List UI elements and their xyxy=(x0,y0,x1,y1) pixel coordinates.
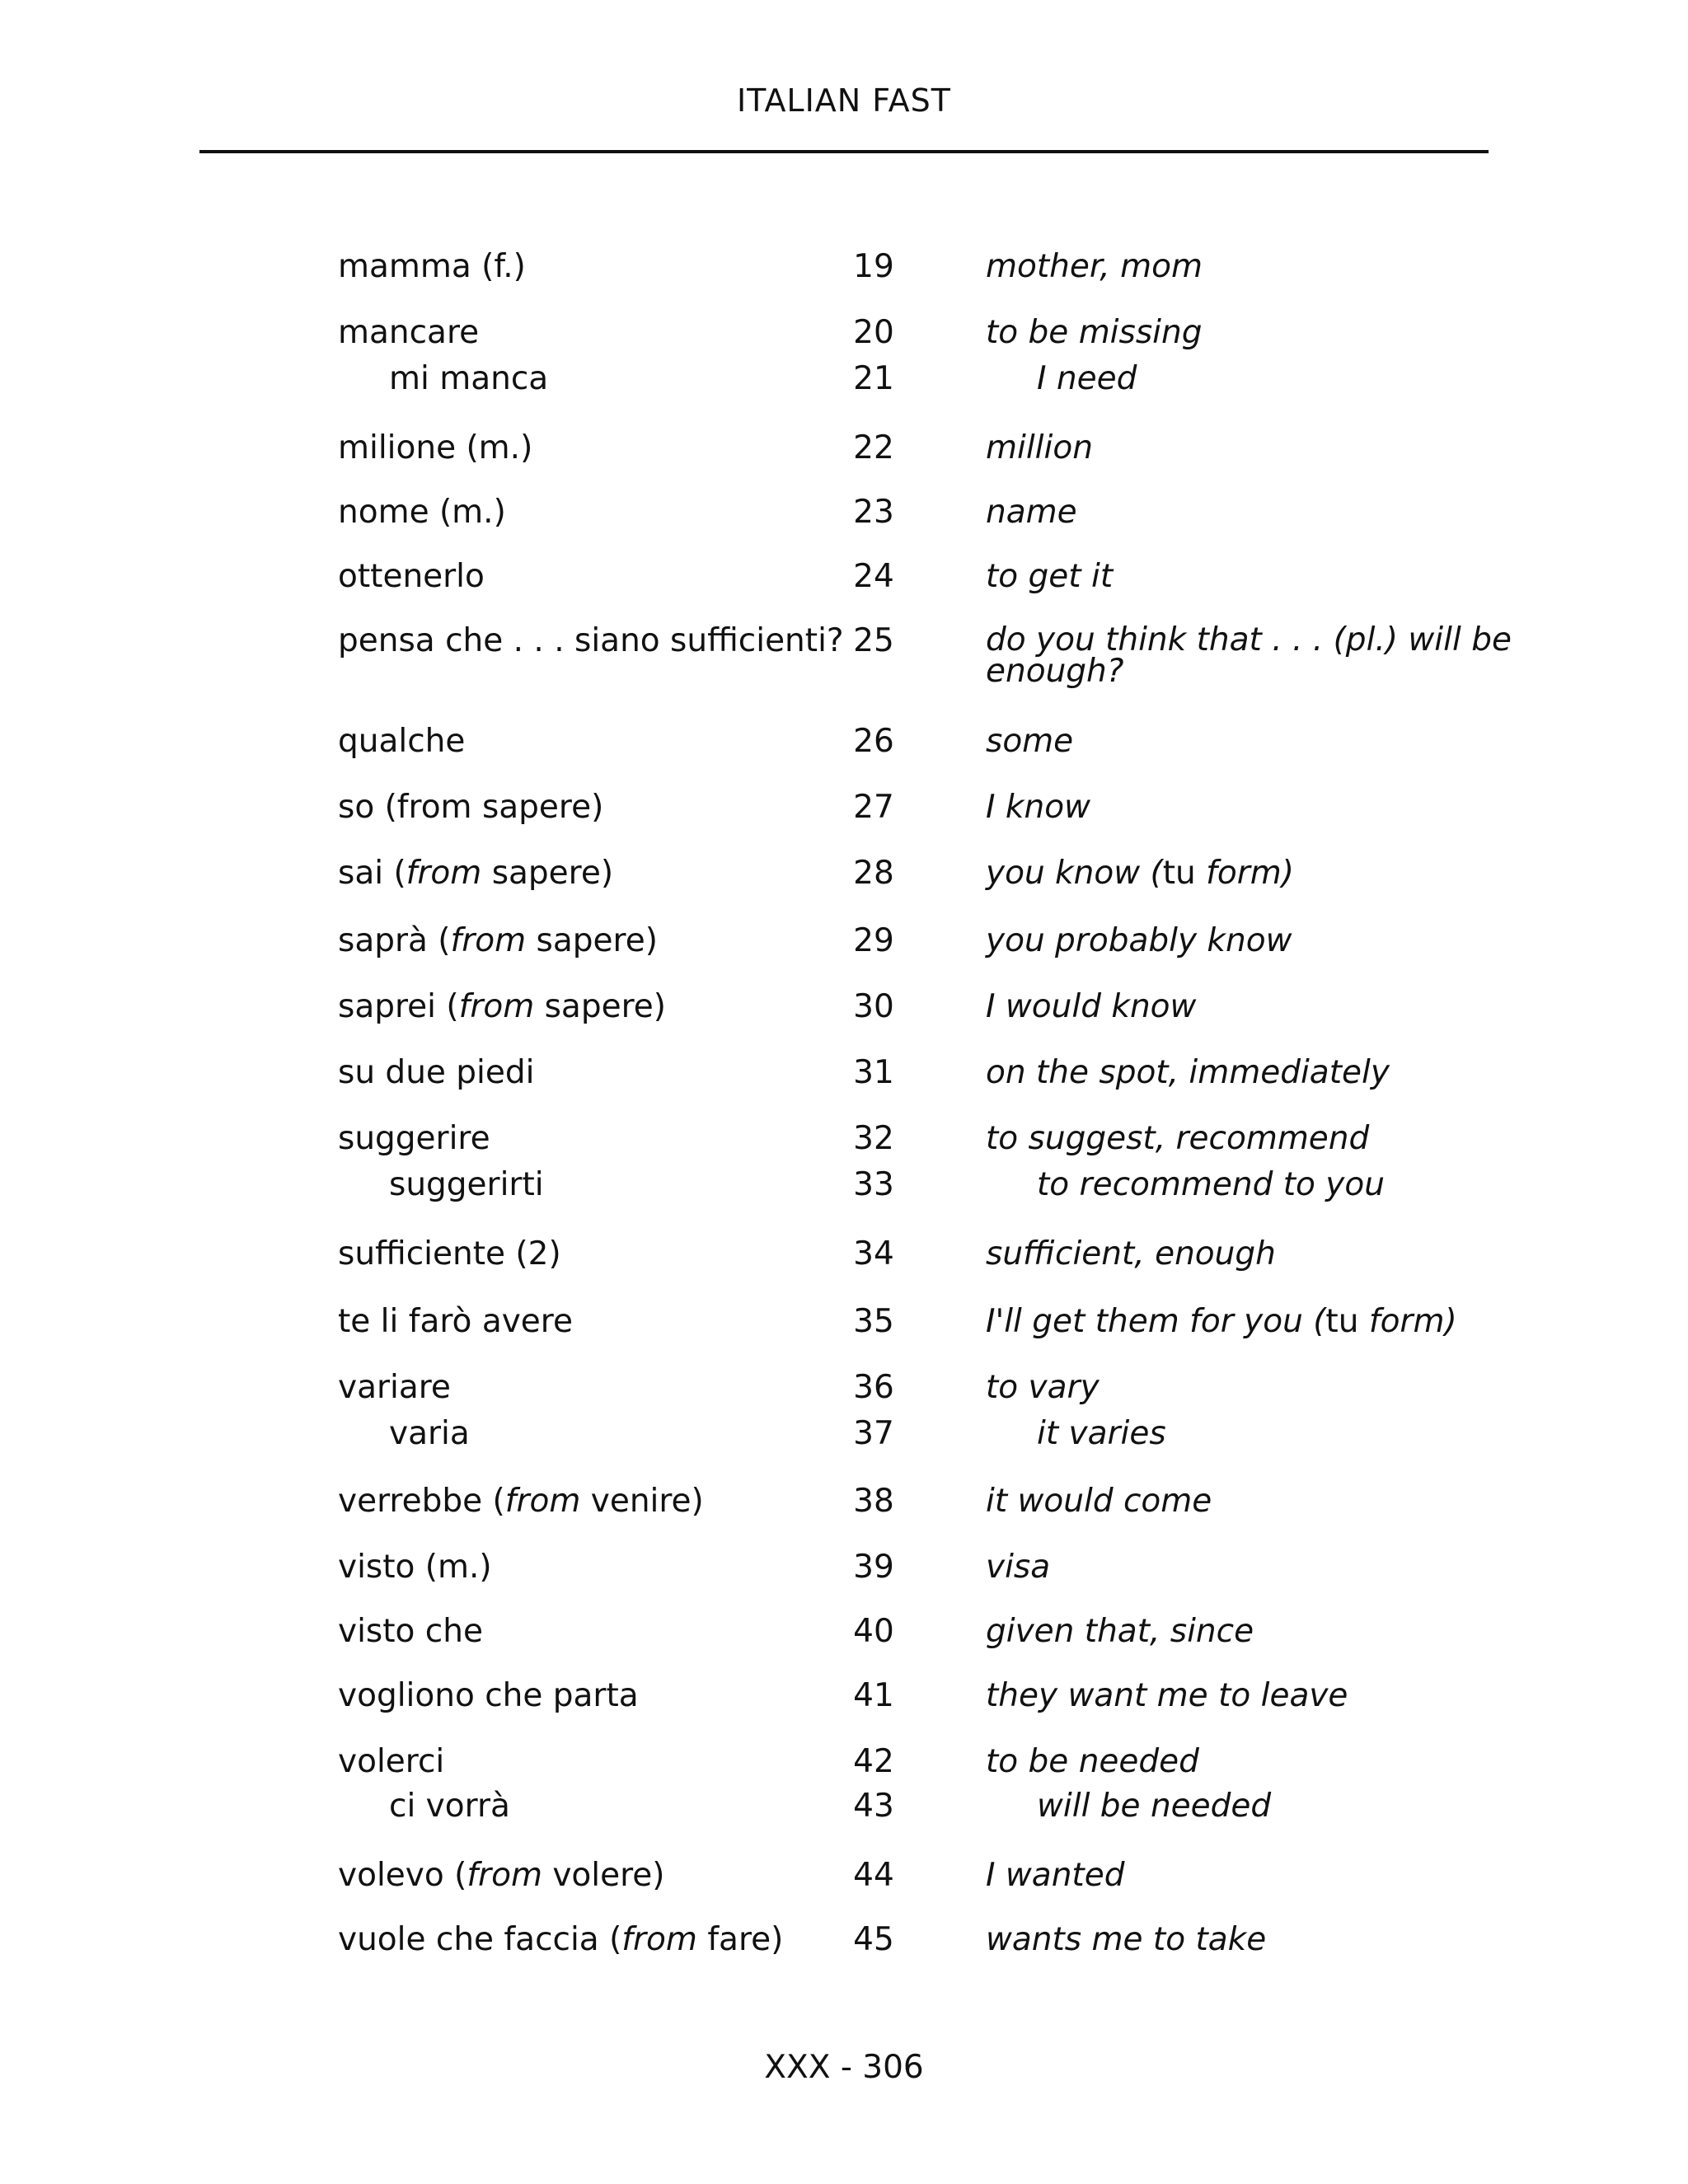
entry-number: 23 xyxy=(853,494,894,531)
english-translation: mother, mom xyxy=(986,248,1203,285)
italian-term: qualche xyxy=(338,723,466,760)
english-translation: you probably know xyxy=(986,922,1292,959)
italian-term: suggerirti xyxy=(389,1166,544,1203)
italian-term: volerci xyxy=(338,1743,445,1780)
italian-term-text: saprà ( xyxy=(338,922,451,959)
from-label: from xyxy=(406,855,482,892)
from-label: from xyxy=(467,1857,542,1894)
entry-number: 19 xyxy=(853,248,894,285)
entry-number: 44 xyxy=(853,1857,894,1894)
italian-term: visto (m.) xyxy=(338,1549,492,1586)
italian-term: mi manca xyxy=(389,360,549,397)
english-translation: to be needed xyxy=(986,1743,1199,1780)
italian-term xyxy=(338,988,666,1025)
entry-number: 22 xyxy=(853,429,894,466)
entry-number: 40 xyxy=(853,1613,894,1650)
english-translation: I wanted xyxy=(986,1857,1125,1894)
entry-number: 43 xyxy=(853,1788,894,1825)
entry-number: 34 xyxy=(853,1235,894,1272)
english-translation: to get it xyxy=(986,558,1114,595)
english-translation: name xyxy=(986,494,1077,531)
entry-number: 36 xyxy=(853,1369,894,1406)
english-translation: visa xyxy=(986,1549,1051,1586)
italian-term-text: sapere) xyxy=(526,922,658,959)
italian-term: pensa che . . . siano sufficienti? xyxy=(338,622,844,659)
italian-term: suggerire xyxy=(338,1120,490,1157)
english-translation: it would come xyxy=(986,1483,1212,1520)
entry-number: 41 xyxy=(853,1677,894,1714)
italian-term: visto che xyxy=(338,1613,483,1650)
italian-term-text: vuole che faccia ( xyxy=(338,1921,622,1958)
entry-number: 38 xyxy=(853,1483,894,1520)
entry-number: 45 xyxy=(853,1921,894,1958)
entry-number: 26 xyxy=(853,723,894,760)
from-label: from xyxy=(450,922,527,959)
entry-number: 20 xyxy=(853,314,894,351)
english-translation: do you think that . . . (pl.) will be enough? xyxy=(986,621,1512,690)
english-translation: to recommend to you xyxy=(1037,1166,1385,1203)
translation-text: form) xyxy=(1195,855,1294,892)
english-translation: it varies xyxy=(1037,1415,1166,1452)
english-translation: will be needed xyxy=(1037,1788,1272,1825)
english-translation: some xyxy=(986,723,1074,760)
entry-number: 37 xyxy=(853,1415,894,1452)
italian-term: varia xyxy=(389,1415,470,1452)
translation-text: I'll get them for you ( xyxy=(986,1303,1326,1340)
italian-term: ottenerlo xyxy=(338,558,485,595)
italian-term-text: volevo ( xyxy=(338,1857,467,1894)
page-number: XXX - 306 xyxy=(764,2049,924,2086)
entry-number: 30 xyxy=(853,988,894,1025)
italian-term: mancare xyxy=(338,314,480,351)
entry-number: 42 xyxy=(853,1743,894,1780)
italian-term: su due piedi xyxy=(338,1054,535,1091)
from-label: from xyxy=(621,1921,697,1958)
english-translation xyxy=(986,857,1513,890)
italian-term: nome (m.) xyxy=(338,494,506,531)
translation-text: form) xyxy=(1358,1303,1457,1340)
italian-term-text: saprei ( xyxy=(338,988,459,1025)
entry-number: 24 xyxy=(853,558,894,595)
page-header-title: ITALIAN FAST xyxy=(736,82,952,119)
italian-term-text: verrebbe ( xyxy=(338,1483,505,1520)
tu-label: tu xyxy=(1325,1303,1359,1340)
entry-number: 28 xyxy=(853,855,894,892)
entry-number: 32 xyxy=(853,1120,894,1157)
entry-number: 35 xyxy=(853,1303,894,1340)
italian-term xyxy=(338,922,658,959)
italian-term-text: sai ( xyxy=(338,855,406,892)
entry-number: 21 xyxy=(853,360,894,397)
english-translation: to be missing xyxy=(986,314,1203,351)
tu-label: tu xyxy=(1162,855,1196,892)
header-divider xyxy=(199,150,1489,153)
english-translation: they want me to leave xyxy=(986,1677,1348,1714)
english-translation: I know xyxy=(986,789,1090,826)
entry-number: 25 xyxy=(853,622,894,659)
italian-term xyxy=(338,1859,665,1892)
english-translation: wants me to take xyxy=(986,1921,1267,1958)
italian-term-text: fare) xyxy=(696,1921,784,1958)
english-translation: to vary xyxy=(986,1369,1100,1406)
from-label: from xyxy=(458,988,535,1025)
italian-term xyxy=(338,857,613,890)
italian-term-text: sapere) xyxy=(481,855,614,892)
entry-number: 27 xyxy=(853,789,894,826)
english-translation: sufficient, enough xyxy=(986,1235,1276,1272)
italian-term: te li farò avere xyxy=(338,1303,573,1340)
italian-term: sufficiente (2) xyxy=(338,1235,561,1272)
entry-number: 39 xyxy=(853,1549,894,1586)
entry-number: 29 xyxy=(853,922,894,959)
english-translation: to suggest, recommend xyxy=(986,1120,1370,1157)
italian-term: ci vorrà xyxy=(389,1788,510,1825)
italian-term: so (from sapere) xyxy=(338,789,604,826)
italian-term-text: volere) xyxy=(542,1857,665,1894)
italian-term: mamma (f.) xyxy=(338,248,526,285)
english-translation: million xyxy=(986,429,1093,466)
italian-term: variare xyxy=(338,1369,451,1406)
english-translation: I need xyxy=(1037,360,1137,397)
english-translation xyxy=(986,1305,1513,1338)
entry-number: 33 xyxy=(853,1166,894,1203)
italian-term-text: sapere) xyxy=(534,988,666,1025)
italian-term: vogliono che parta xyxy=(338,1677,639,1714)
translation-text: you know ( xyxy=(986,855,1163,892)
italian-term xyxy=(338,1485,704,1518)
entry-number: 31 xyxy=(853,1054,894,1091)
english-translation: given that, since xyxy=(986,1613,1254,1650)
english-translation: I would know xyxy=(986,988,1197,1025)
italian-term-text: venire) xyxy=(580,1483,704,1520)
italian-term xyxy=(338,1921,784,1958)
italian-term: milione (m.) xyxy=(338,429,533,466)
english-translation: on the spot, immediately xyxy=(986,1054,1390,1091)
from-label: from xyxy=(504,1483,581,1520)
